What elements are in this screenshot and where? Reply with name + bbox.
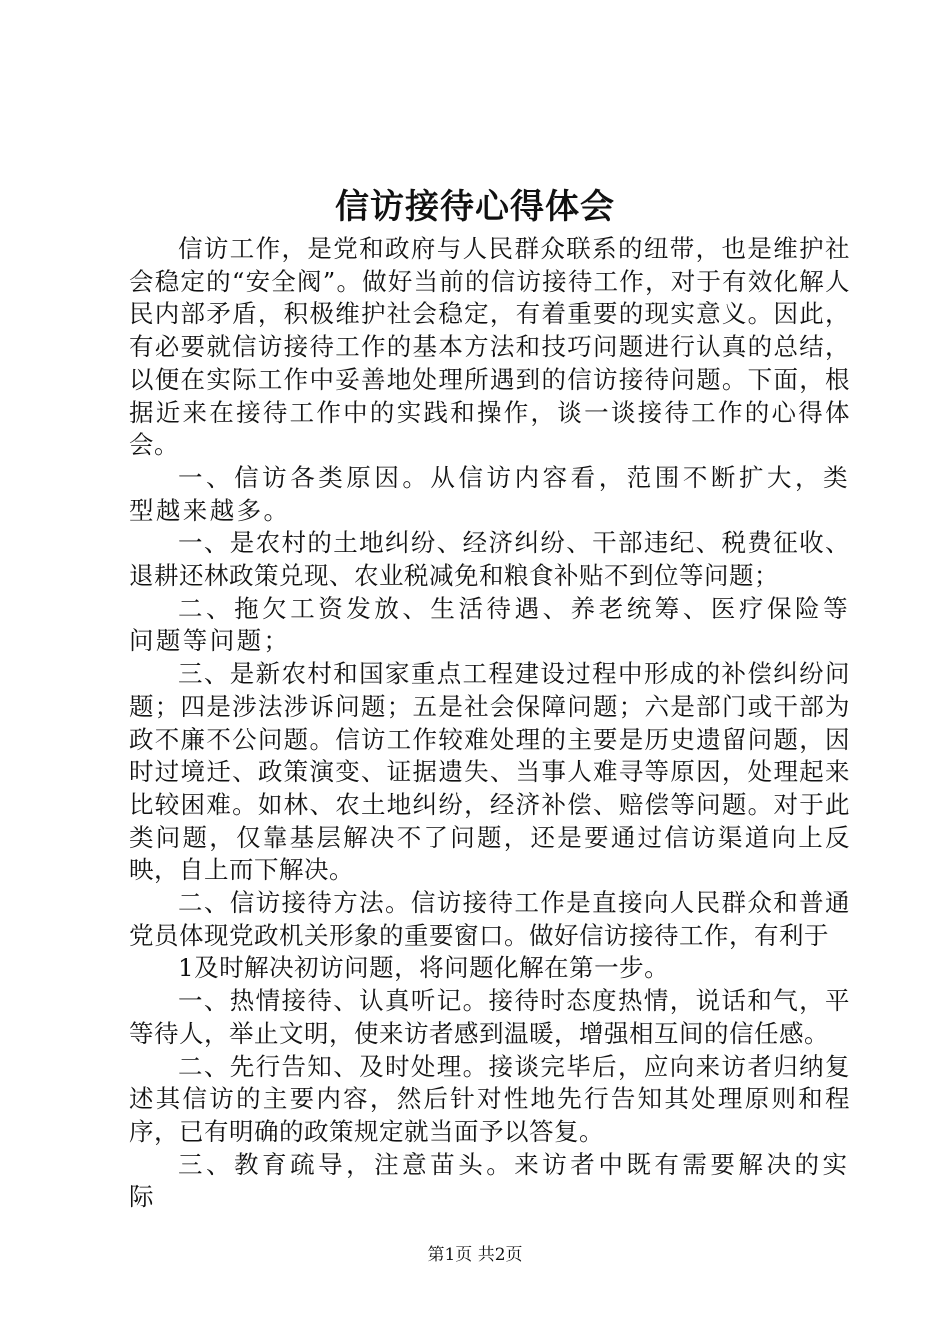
- paragraph-reason-3: 三、是新农村和国家重点工程建设过程中形成的补偿纠纷问题；四是涉法涉诉问题；五是社会保障问题；六是部门或干部为政不廉不公问题。信访工作较难处理的主要是历史遗留问题，因时过境迁、政策演变、证据遗失、当事人难寻等原因，处理起来比较困难。如林、农土地纠纷，经济补偿、赔偿等问题。对于此类问题，仅靠基层解决不了问题，还是要通过信访渠道向上反映，自上而下解决。: [129, 659, 850, 885]
- document-title: 信访接待心得体会: [335, 187, 615, 227]
- document-body: [129, 233, 850, 1214]
- paragraph-reason-1: 一、是农村的土地纠纷、经济纠纷、干部违纪、税费征收、退耕还林政策兑现、农业税减免和粮食补贴不到位等问题；: [129, 528, 850, 591]
- paragraph-section-2-heading: 二、信访接待方法。信访接待工作是直接向人民群众和普通党员体现党政机关形象的重要窗口。做好信访接待工作，有利于: [129, 888, 850, 950]
- paragraph-reason-2: 二、拖欠工资发放、生活待遇、养老统筹、医疗保险等问题等问题；: [129, 593, 850, 656]
- paragraph-method-intro: 1及时解决初访问题，将问题化解在第一步。: [178, 953, 670, 983]
- paragraph-method-2: 二、先行告知、及时处理。接谈完毕后，应向来访者归纳复述其信访的主要内容，然后针对性地先行告知其处理原则和程序，已有明确的政策规定就当面予以答复。: [129, 1051, 850, 1146]
- paragraph-section-1-heading: 一、信访各类原因。从信访内容看，范围不断扩大，类型越来越多。: [129, 462, 850, 525]
- paragraph-method-3: 三、教育疏导，注意苗头。来访者中既有需要解决的实际: [129, 1149, 850, 1212]
- paragraph-intro: 信访工作，是党和政府与人民群众联系的纽带，也是维护社会稳定的“安全阀”。做好当前的信访接待工作，对于有效化解人民内部矛盾，积极维护社会稳定，有着重要的现实意义。因此，有必要就信访接待工作的基本方法和技巧问题进行认真的总结，以便在实际工作中妥善地处理所遇到的信访接待问题。下面，根据近来在接待工作中的实践和操作，谈一谈接待工作的心得体会。: [129, 234, 850, 460]
- paragraph-method-1: 一、热情接待、认真听记。接待时态度热情，说话和气，平等待人，举止文明，使来访者感到温暖，增强相互间的信任感。: [129, 986, 850, 1048]
- page-footer: 第1页 共2页: [427, 1245, 523, 1265]
